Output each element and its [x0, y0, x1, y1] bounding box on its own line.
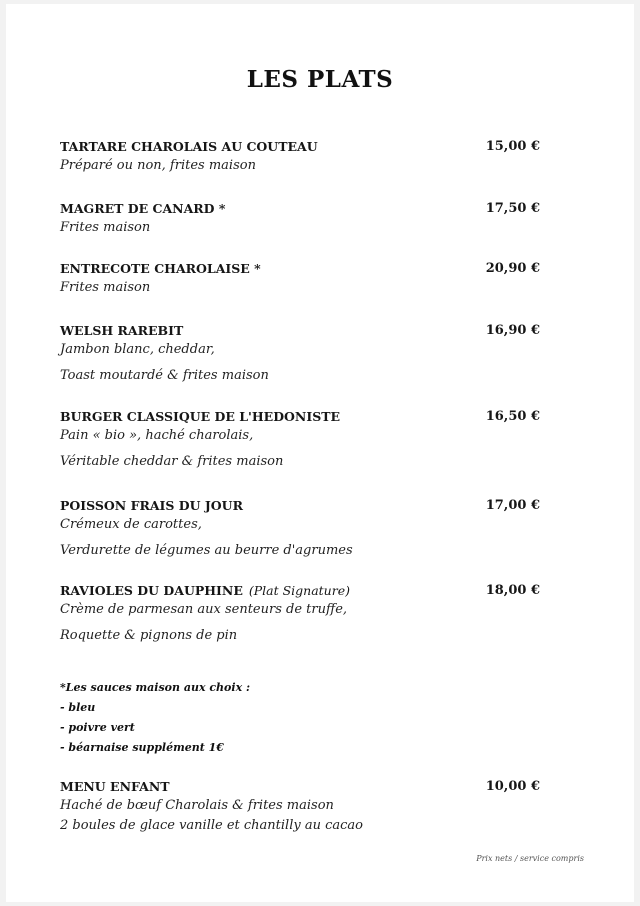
item-name: POISSON FRAIS DU JOUR [60, 498, 243, 513]
menu-title: LES PLATS [246, 66, 394, 93]
sauce-option: - béarnaise supplément 1€ [60, 741, 224, 754]
menu-item-welsh [60, 322, 544, 386]
item-name-row [60, 582, 544, 600]
menu-item-burger [60, 408, 544, 472]
item-price: 10,00 € [485, 779, 540, 794]
item-description: Haché de bœuf Charolais & frites maison [60, 798, 334, 813]
menu-item-enfant [60, 778, 544, 836]
item-price: 17,00 € [485, 498, 540, 513]
item-name: TARTARE CHAROLAIS AU COUTEAU [60, 139, 318, 154]
item-description: Pain « bio », haché charolais, [60, 428, 254, 443]
item-price: 16,50 € [485, 409, 540, 424]
item-description-line2: Roquette & pignons de pin [60, 628, 238, 643]
item-price: 20,90 € [485, 261, 540, 276]
menu-item-entrecote [60, 260, 544, 298]
signature-label: (Plat Signature) [248, 583, 350, 598]
menu-item-poisson [60, 497, 544, 561]
item-description: Crème de parmesan aux senteurs de truffe, [60, 602, 348, 617]
item-description: Frites maison [60, 220, 151, 235]
item-price: 17,50 € [485, 201, 540, 216]
menu-item-tartare [60, 138, 544, 176]
sauce-option: - poivre vert [60, 721, 135, 734]
sauce-option: - bleu [60, 701, 96, 714]
item-name: ENTRECOTE CHAROLAISE * [60, 261, 261, 276]
item-description-line2: 2 boules de glace vanille et chantilly au cacao [60, 818, 363, 833]
item-description: Jambon blanc, cheddar, [60, 342, 215, 357]
sauces-heading: *Les sauces maison aux choix : [60, 681, 251, 694]
price-footnote: Prix nets / service compris [476, 854, 584, 863]
item-description-line2: Verdurette de légumes au beurre d'agrumes [60, 543, 353, 558]
item-name: MENU ENFANT [60, 779, 170, 794]
menu-item-magret [60, 200, 544, 238]
item-description: Frites maison [60, 280, 151, 295]
item-price: 15,00 € [485, 139, 540, 154]
item-description: Préparé ou non, frites maison [60, 158, 256, 173]
item-description-line2: Véritable cheddar & frites maison [60, 454, 284, 469]
item-name: RAVIOLES DU DAUPHINE [60, 583, 243, 598]
item-name: WELSH RAREBIT [60, 323, 184, 338]
item-price: 18,00 € [485, 583, 540, 598]
item-name: MAGRET DE CANARD * [60, 201, 226, 216]
item-name: BURGER CLASSIQUE DE L'HEDONISTE [60, 409, 341, 424]
item-description: Crémeux de carottes, [60, 517, 202, 532]
item-description-line2: Toast moutardé & frites maison [60, 368, 269, 383]
sauces-note [60, 678, 360, 758]
item-price: 16,90 € [485, 323, 540, 338]
menu-item-ravioles [60, 582, 544, 646]
